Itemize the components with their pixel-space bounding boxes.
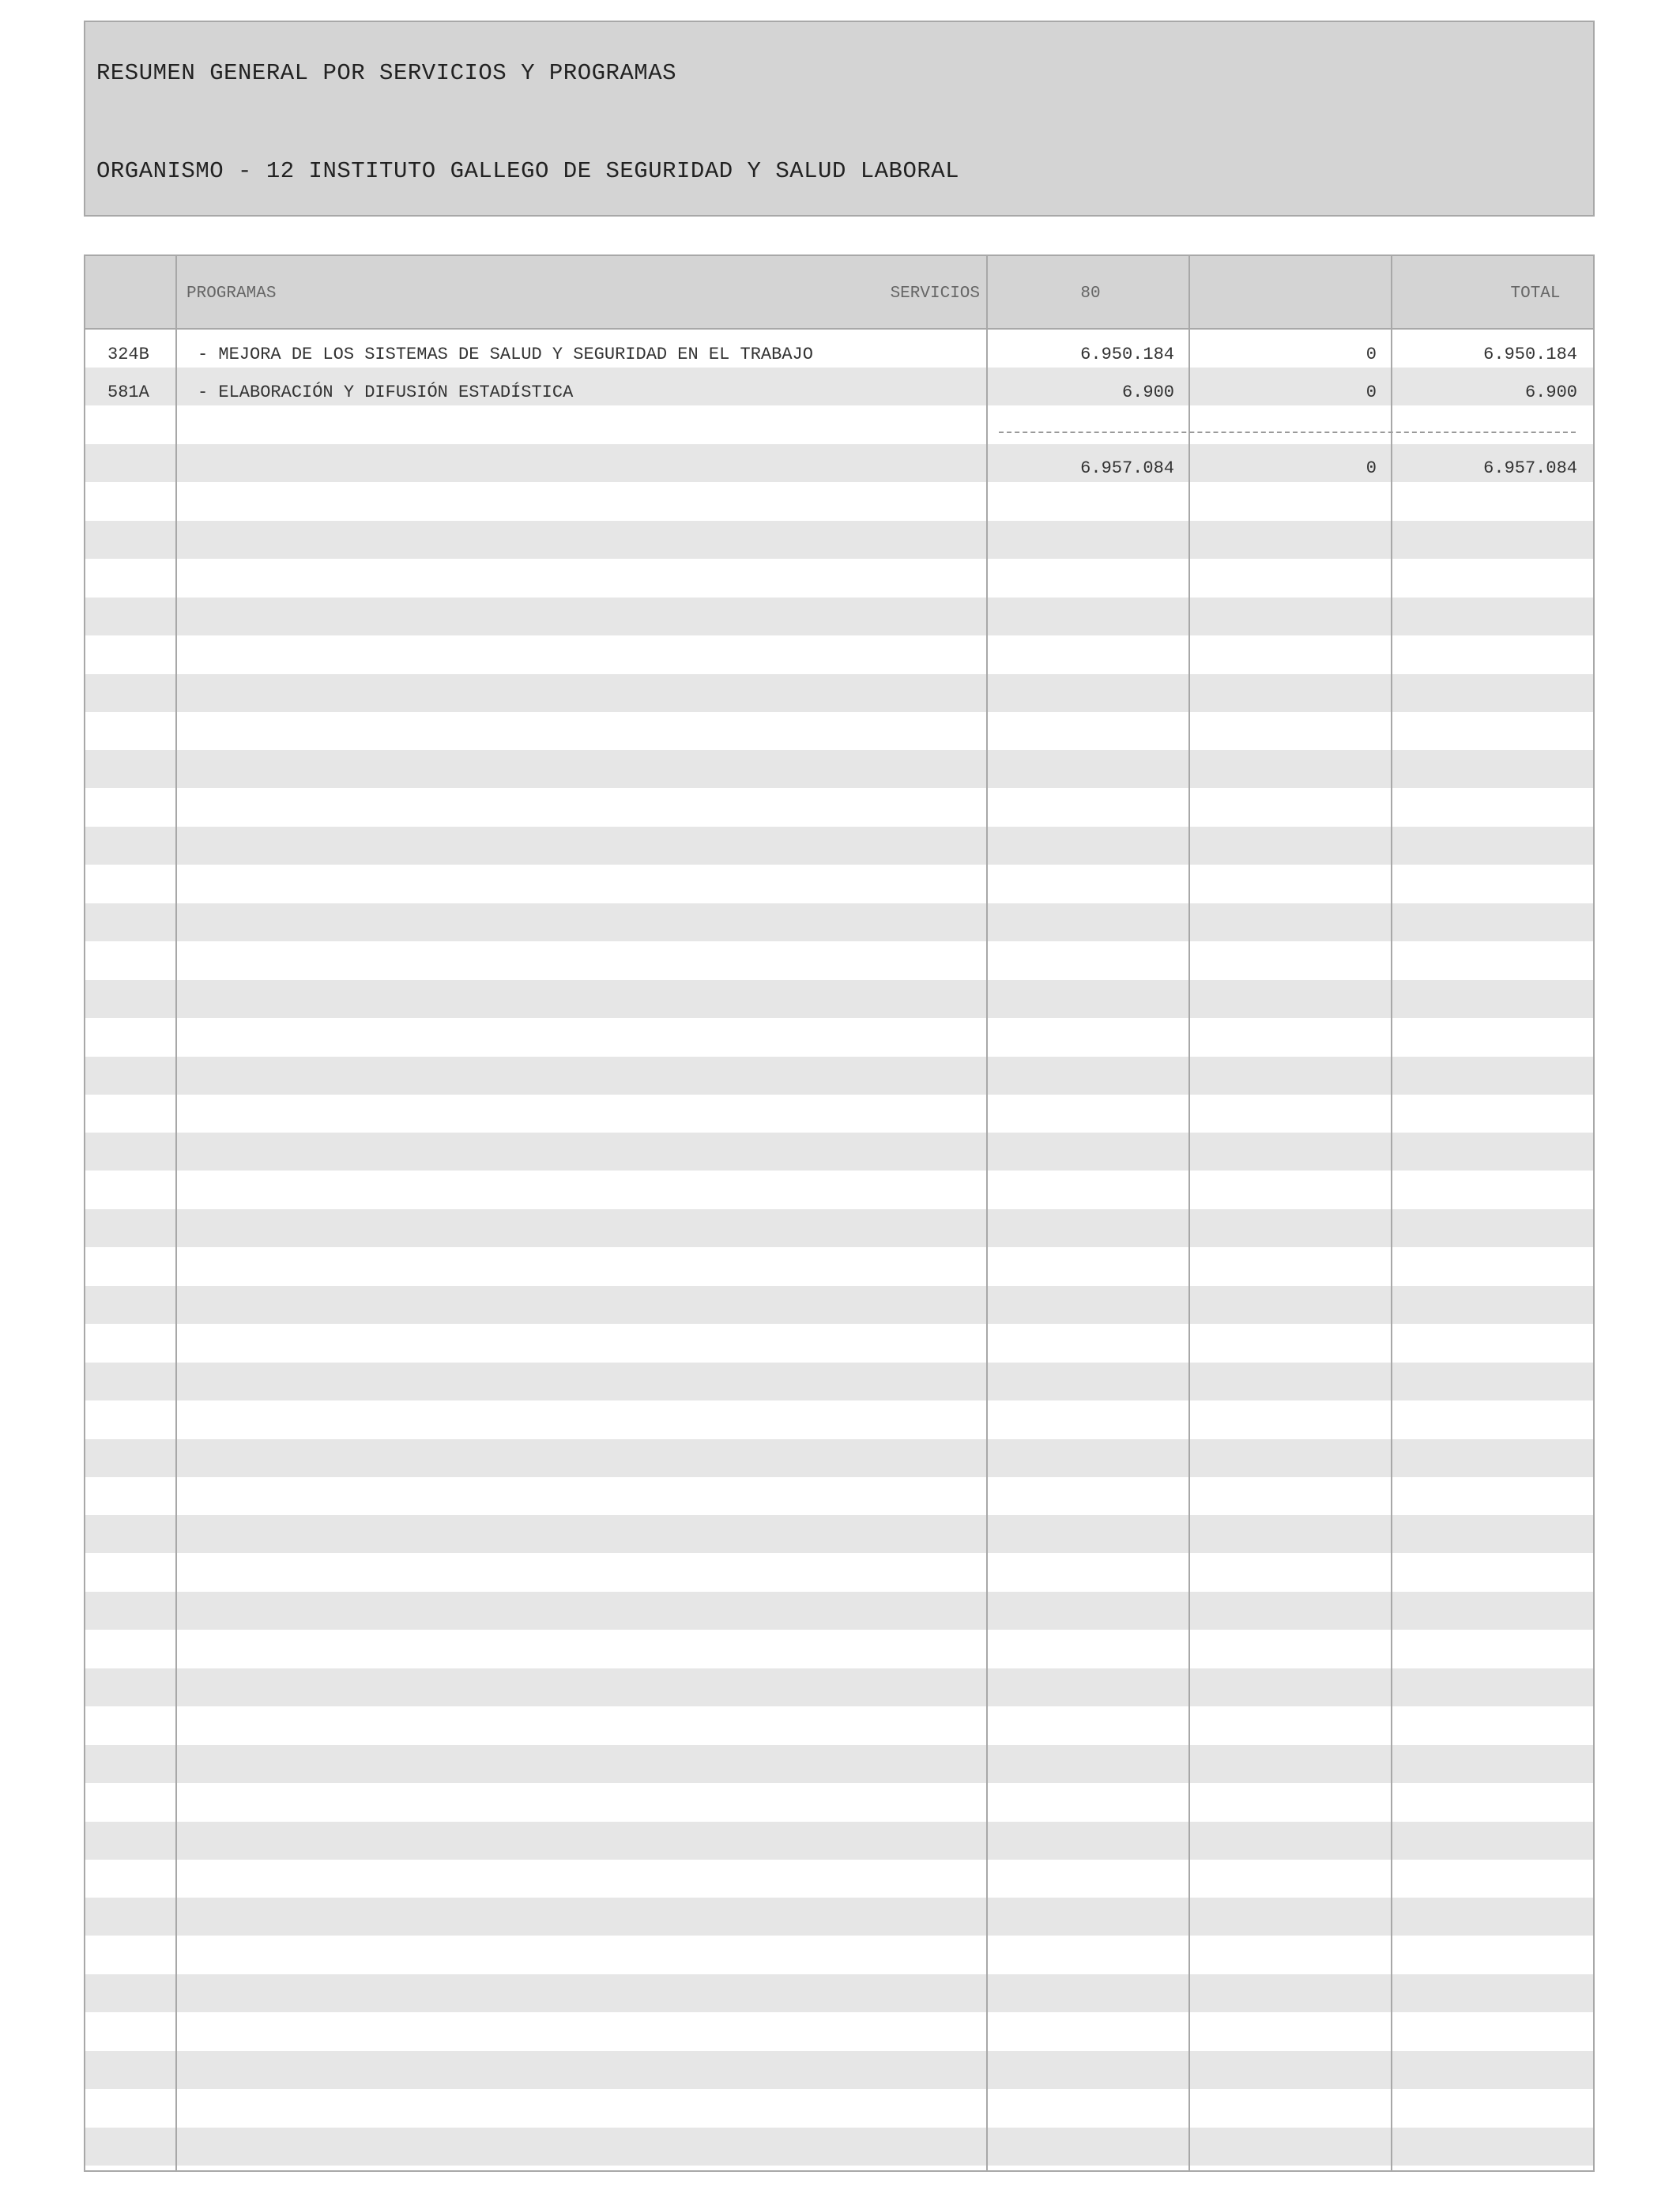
row-stripe <box>85 903 1593 941</box>
total-80: 6.957.084 <box>1080 458 1174 478</box>
row-stripe <box>85 2051 1593 2089</box>
value-blank-col: 0 <box>1365 345 1377 364</box>
value-total: 6.950.184 <box>1483 345 1577 364</box>
summary-table <box>84 254 1595 2172</box>
table-header <box>85 256 1593 330</box>
row-stripe <box>85 1592 1593 1630</box>
header-programas: PROGRAMAS <box>186 285 277 303</box>
program-code: 324B <box>107 345 149 364</box>
column-divider <box>1391 256 1392 2170</box>
header-servicios: SERVICIOS <box>890 285 980 303</box>
program-description: - MEJORA DE LOS SISTEMAS DE SALUD Y SEGURIDAD EN EL TRABAJO <box>198 345 813 364</box>
row-stripe <box>85 521 1593 559</box>
row-stripe <box>85 1974 1593 2012</box>
value-80: 6.900 <box>1121 383 1174 402</box>
report-title: RESUMEN GENERAL POR SERVICIOS Y PROGRAMAS <box>96 60 677 86</box>
row-stripe <box>85 1286 1593 1324</box>
column-divider <box>986 256 988 2170</box>
subtotal-separator <box>999 432 1576 433</box>
value-blank-col: 0 <box>1365 383 1377 402</box>
column-divider <box>175 256 177 2170</box>
header-col-80: 80 <box>1080 285 1101 303</box>
row-stripe <box>85 1439 1593 1477</box>
report-header <box>84 21 1595 217</box>
value-80: 6.950.184 <box>1080 345 1174 364</box>
row-stripe <box>85 2128 1593 2166</box>
program-code: 581A <box>107 383 149 402</box>
row-stripe <box>85 1133 1593 1171</box>
total-blank-col: 0 <box>1365 458 1377 478</box>
row-stripe <box>85 827 1593 865</box>
header-total: TOTAL <box>1510 285 1561 303</box>
program-description: - ELABORACIÓN Y DIFUSIÓN ESTADÍSTICA <box>198 383 574 402</box>
organism-title: ORGANISMO - 12 INSTITUTO GALLEGO DE SEGURIDAD Y SALUD LABORAL <box>96 158 960 184</box>
row-stripe <box>85 1363 1593 1400</box>
grand-total: 6.957.084 <box>1483 458 1577 478</box>
row-stripe <box>85 980 1593 1018</box>
row-stripe <box>85 1668 1593 1706</box>
value-total: 6.900 <box>1524 383 1577 402</box>
row-stripe <box>85 1057 1593 1095</box>
row-stripe <box>85 1822 1593 1860</box>
row-stripe <box>85 1898 1593 1936</box>
row-stripe <box>85 598 1593 635</box>
row-stripe <box>85 1515 1593 1553</box>
row-stripe <box>85 1745 1593 1783</box>
column-divider <box>1188 256 1190 2170</box>
row-stripe <box>85 674 1593 712</box>
row-stripe <box>85 750 1593 788</box>
row-stripe <box>85 1209 1593 1247</box>
